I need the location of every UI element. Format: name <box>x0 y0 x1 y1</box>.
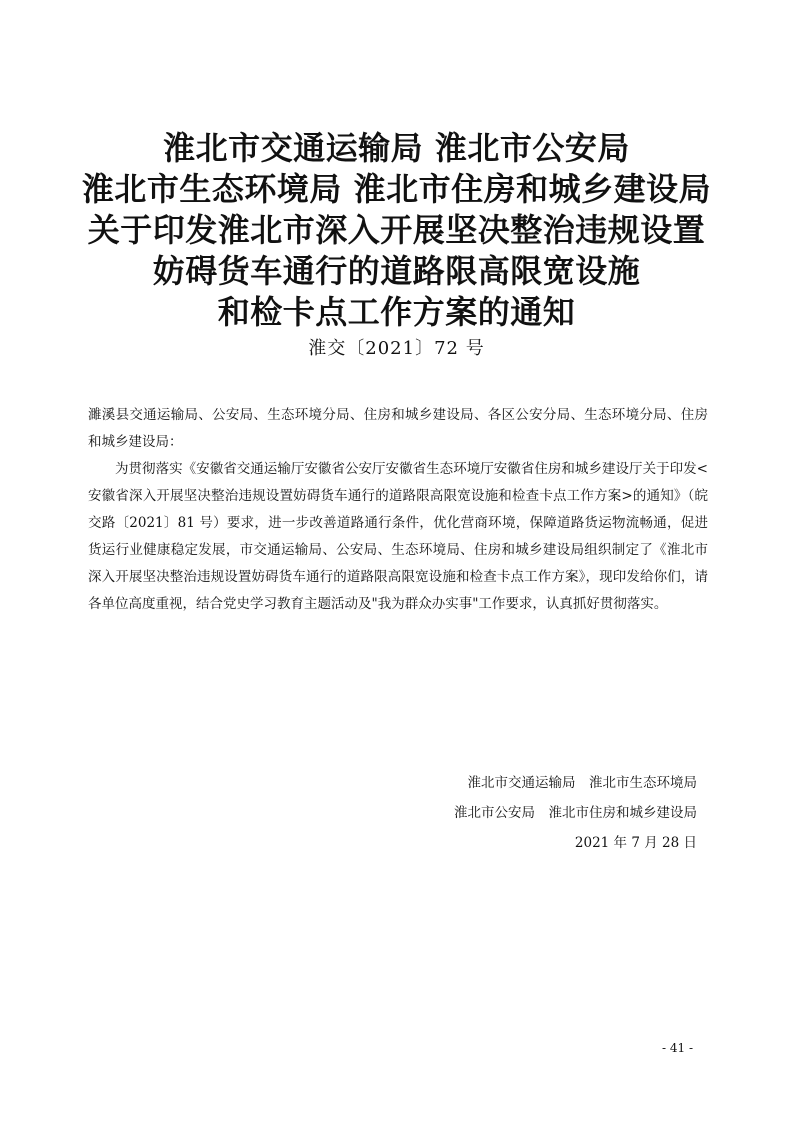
title-line: 淮北市交通运输局 淮北市公安局 <box>163 129 630 167</box>
recipients-line: 濉溪县交通运输局、公安局、生态环境分局、住房和城乡建设局、各区公安分局、生态环境分局、住房和城乡建设局： <box>88 407 708 450</box>
title-line: 和检卡点工作方案的通知 <box>217 293 576 331</box>
signature-date: 2021 年 7 月 28 日 <box>574 835 697 851</box>
body-paragraph: 为贯彻落实《安徽省交通运输厅安徽省公安厅安徽省生态环境厅安徽省住房和城乡建设厅关于印发<安徽省深入开展坚决整治违规设置妨碍货车通行的道路限高限宽设施和检查卡点工作方案>的通知》（皖交路〔2021〕81 号）要求，进一步改善道路通行条件，优化营商环境，保障道路货运物流畅通，促进货运行业健康稳定发展，市交通运输局、公安局、生态环境局、住房和城乡建设局组织制定了《淮北市深入开展坚决整治违规设置妨碍货车通行的道路限高限宽设施和检查卡点工作方案》，现印发给你们，请各单位高度重视，结合党史学习教育主题活动及"我为群众办实事"工作要求，认真抓好贯彻落实。 <box>88 461 708 612</box>
title-line: 妨碍货车通行的道路限高限宽设施 <box>152 252 641 290</box>
signature-block <box>454 768 697 858</box>
title-line: 淮北市生态环境局 淮北市住房和城乡建设局 <box>81 170 712 208</box>
title-line: 关于印发淮北市深入开展坚决整治违规设置 <box>87 211 706 249</box>
document-body <box>88 402 708 618</box>
page-number: - 41 - <box>661 1041 693 1055</box>
document-title <box>0 128 793 333</box>
document-number: 淮交〔2021〕72 号 <box>308 338 485 359</box>
signature-issuers-line-1: 淮北市交通运输局 淮北市生态环境局 <box>467 775 697 791</box>
signature-issuers-line-2: 淮北市公安局 淮北市住房和城乡建设局 <box>454 805 697 821</box>
